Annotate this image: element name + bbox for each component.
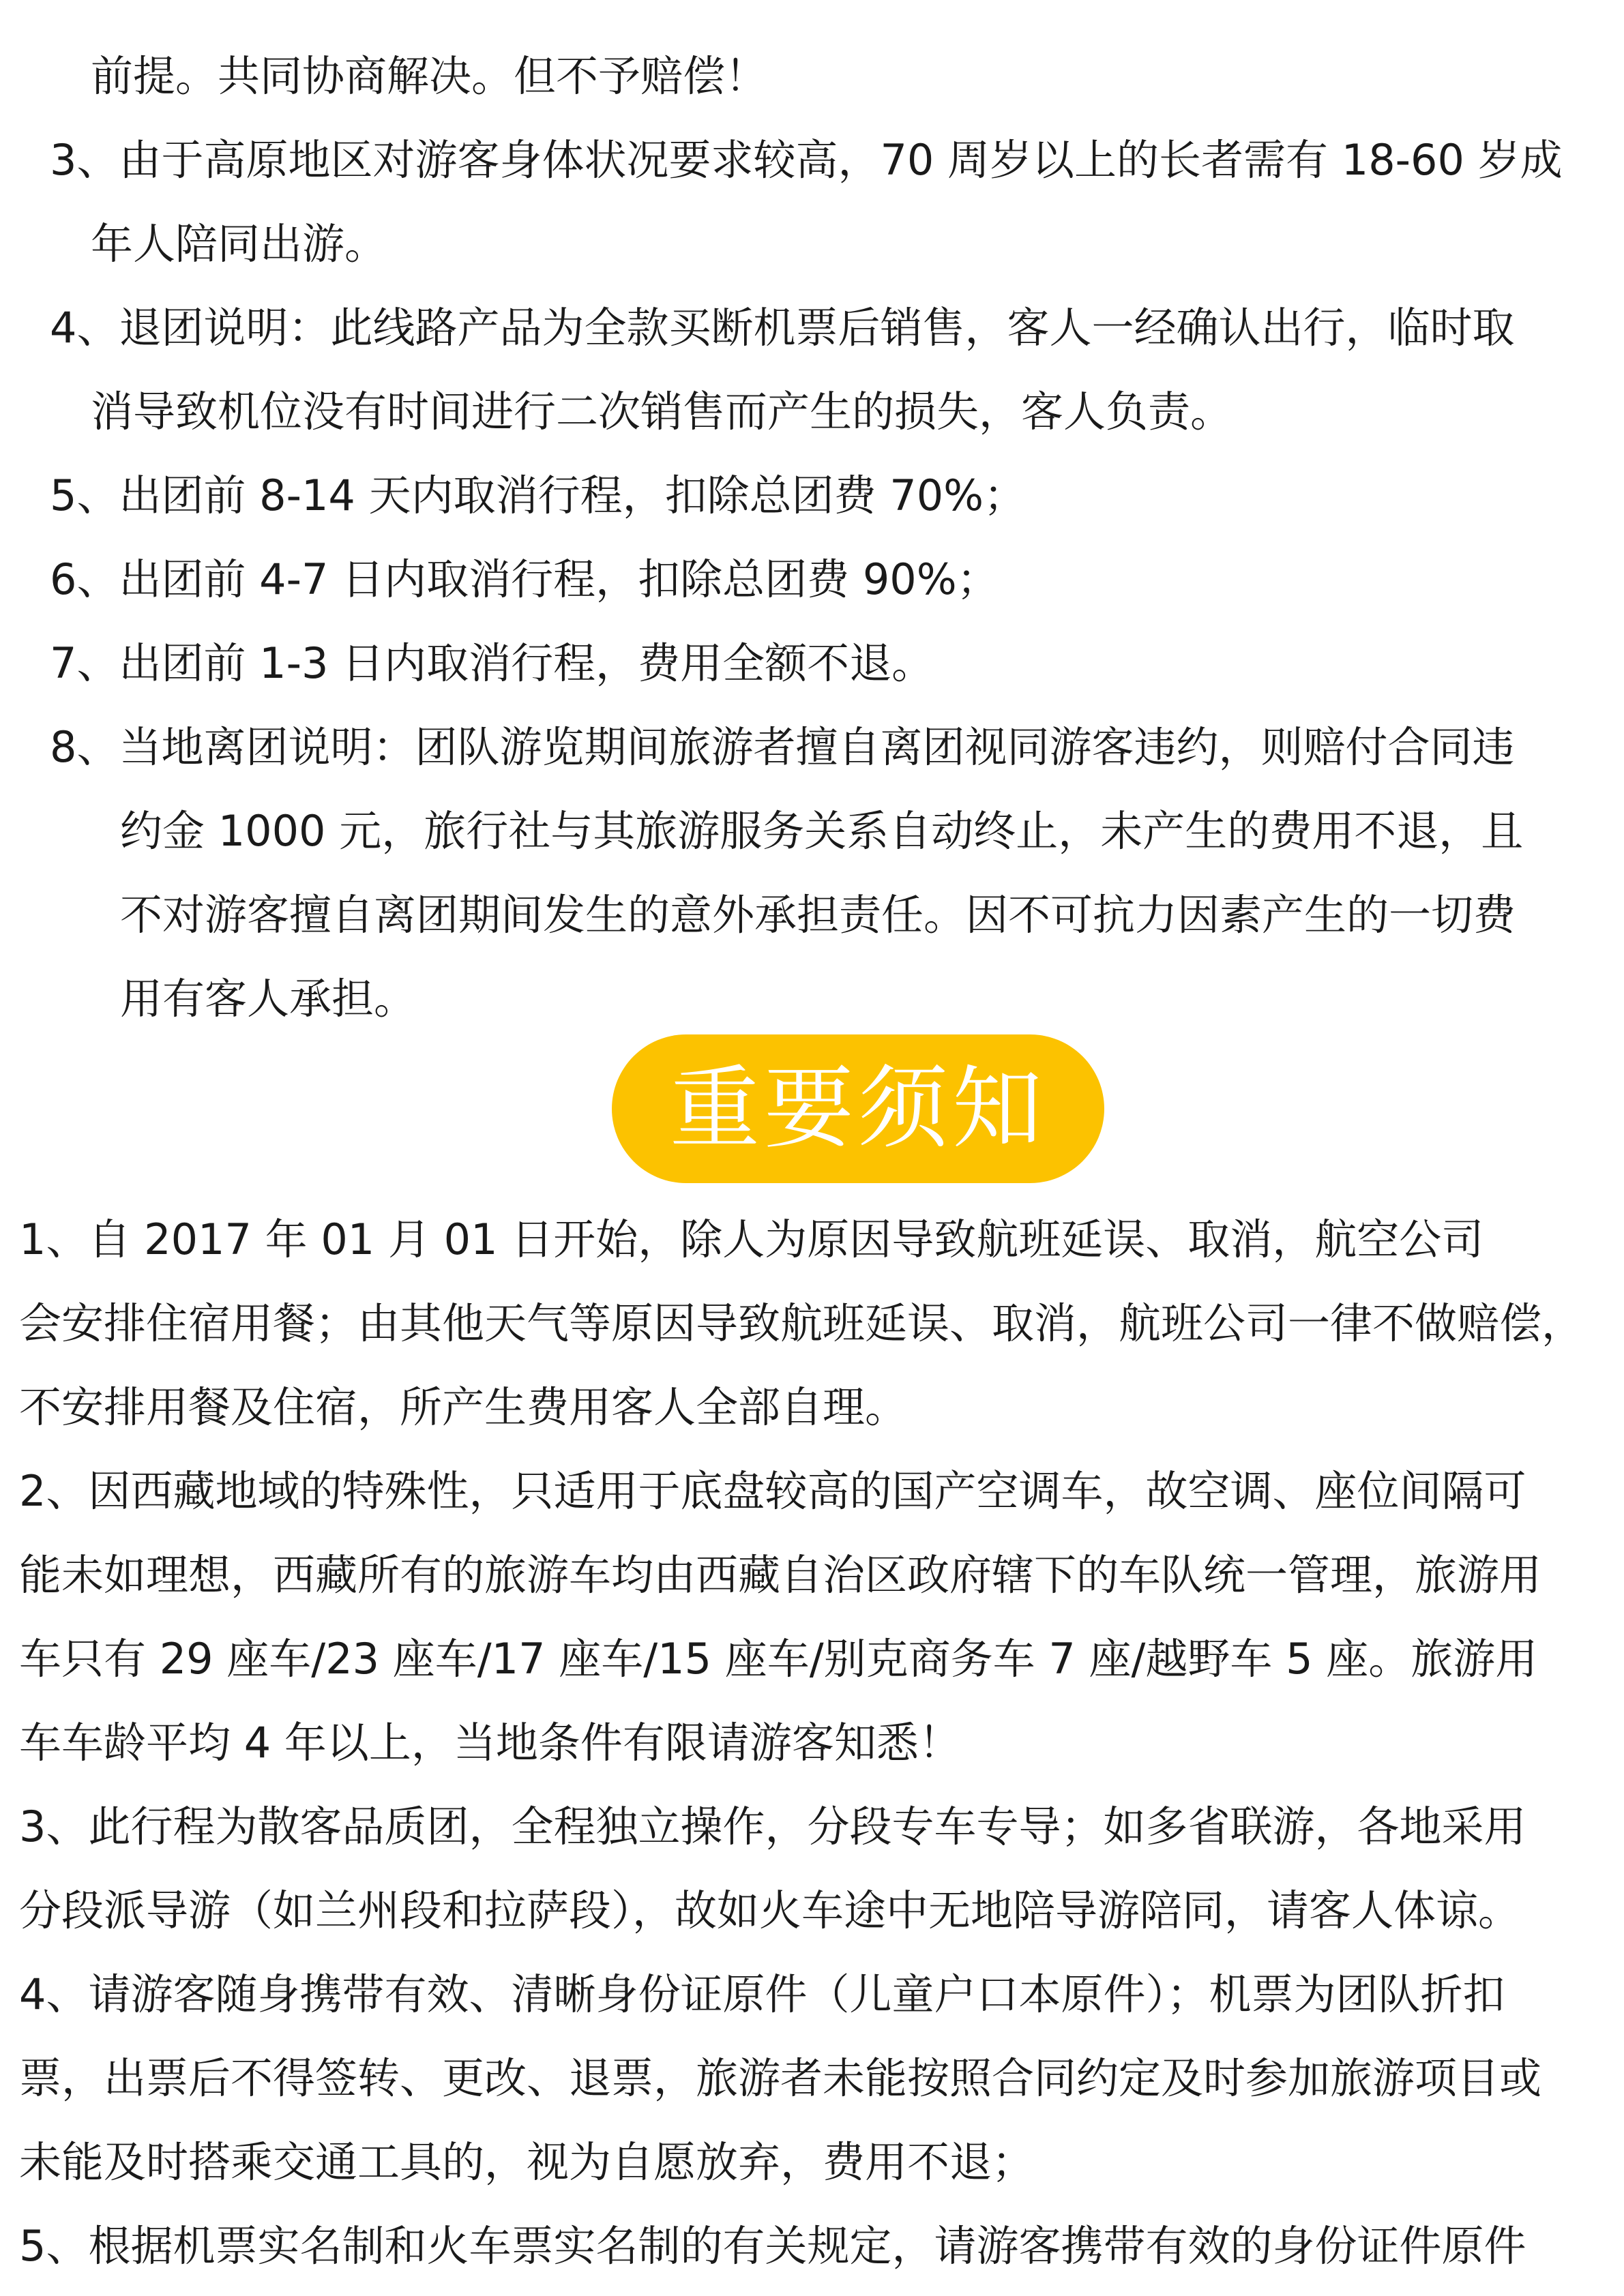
notice-line-11: 票，出票后不得签转、更改、退票，旅游者未能按照合同约定及时参加旅游项目或 xyxy=(19,2053,1542,2103)
section-title: 重要须知 xyxy=(670,1056,1046,1161)
notice-line-10: 4、请游客随身携带有效、清晰身份证原件（儿童户口本原件）；机票为团队折扣 xyxy=(19,1969,1505,2019)
notice-line-9: 分段派导游（如兰州段和拉萨段），故如火车途中无地陪导游陪同，请客人体谅。 xyxy=(19,1885,1521,1935)
section-title-badge xyxy=(612,1034,1104,1183)
top-line-8: 7、出团前 1-3 日内取消行程，费用全额不退。 xyxy=(50,638,934,688)
top-line-6: 5、出团前 8-14 天内取消行程，扣除总团费 70%； xyxy=(50,471,1027,520)
top-line-9: 8、当地离团说明：团队游览期间旅游者擅自离团视同游客违约，则赔付合同违 xyxy=(50,722,1515,772)
notice-line-4: 2、因西藏地域的特殊性，只适用于底盘较高的国产空调车，故空调、座位间隔可 xyxy=(19,1466,1526,1516)
top-line-11: 不对游客擅自离团期间发生的意外承担责任。因不可抗力因素产生的一切费 xyxy=(120,890,1516,940)
notice-line-5: 能未如理想，西藏所有的旅游车均由西藏自治区政府辖下的车队统一管理，旅游用 xyxy=(19,1550,1542,1600)
top-line-5: 消导致机位没有时间进行二次销售而产生的损失，客人负责。 xyxy=(91,387,1233,436)
top-line-10: 约金 1000 元，旅行社与其旅游服务关系自动终止，未产生的费用不退，且 xyxy=(120,806,1524,856)
top-line-7: 6、出团前 4-7 日内取消行程，扣除总团费 90%； xyxy=(50,554,999,604)
top-line-2: 3、由于高原地区对游客身体状况要求较高，70 周岁以上的长者需有 18-60 岁成 xyxy=(50,135,1563,185)
notice-line-8: 3、此行程为散客品质团，全程独立操作，分段专车专导；如多省联游，各地采用 xyxy=(19,1802,1526,1851)
notice-line-2: 会安排住宿用餐；由其他天气等原因导致航班延误、取消，航班公司一律不做赔偿， xyxy=(19,1298,1584,1348)
notice-line-13: 5、根据机票实名制和火车票实名制的有关规定，请游客携带有效的身份证件原件 xyxy=(19,2221,1526,2271)
top-line-1: 前提。共同协商解决。但不予赔偿！ xyxy=(91,51,768,101)
notice-line-1: 1、自 2017 年 01 月 01 日开始，除人为原因导致航班延误、取消，航空公司 xyxy=(19,1214,1484,1264)
notice-line-3: 不安排用餐及住宿，所产生费用客人全部自理。 xyxy=(19,1382,908,1432)
top-line-4: 4、退团说明：此线路产品为全款买断机票后销售，客人一经确认出行，临时取 xyxy=(50,303,1515,353)
notice-line-6: 车只有 29 座车/23 座车/17 座车/15 座车/别克商务车 7 座/越野车 5 座。旅游用 xyxy=(19,1634,1538,1684)
notice-line-12: 未能及时搭乘交通工具的，视为自愿放弃，费用不退； xyxy=(19,2137,1035,2187)
top-line-3: 年人陪同出游。 xyxy=(91,219,387,269)
notice-line-7: 车车龄平均 4 年以上，当地条件有限请游客知悉！ xyxy=(19,1718,961,1768)
top-line-12: 用有客人承担。 xyxy=(120,974,417,1024)
